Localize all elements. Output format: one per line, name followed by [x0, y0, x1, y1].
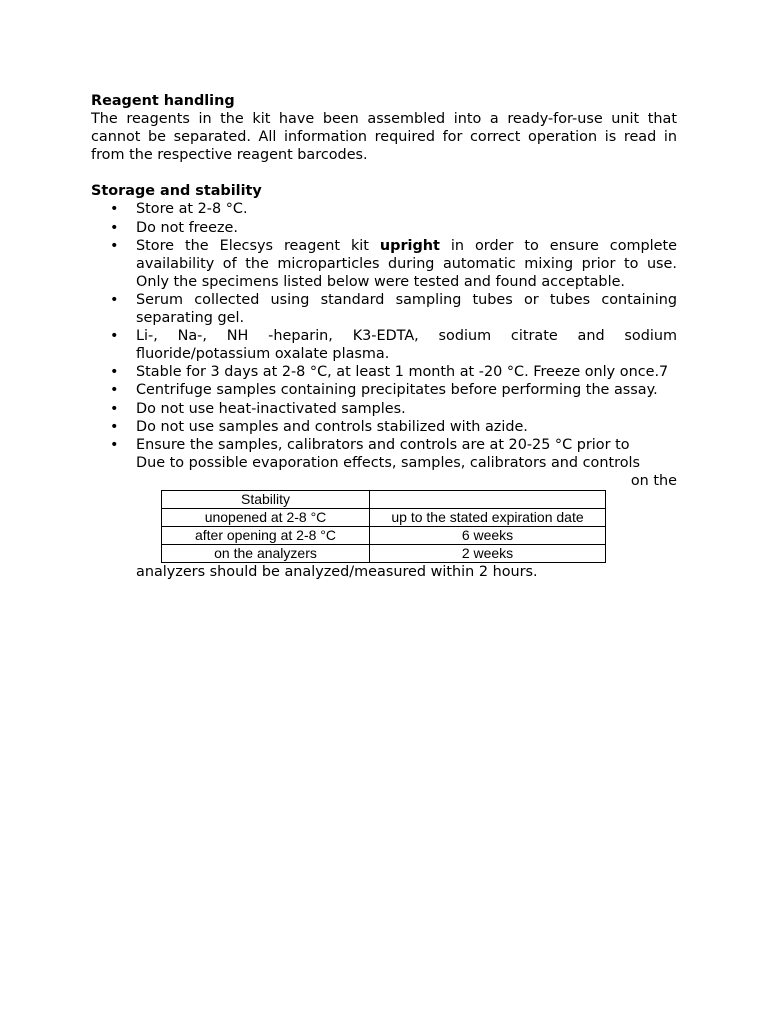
list-item-text: Do not use heat-inactivated samples.	[136, 400, 406, 417]
table-row	[162, 508, 606, 526]
list-item-text: Serum collected using standard sampling tubes or tubes containing separating gel.	[136, 291, 677, 327]
section-gap	[91, 164, 677, 182]
list-item-text: Li-, Na-, NH -heparin, K3-EDTA, sodium citrate and sodium fluoride/potassium oxalate plasma.	[136, 328, 677, 363]
list-item-text: Store at 2-8 °C.	[136, 201, 248, 218]
list-item-text: Stable for 3 days at 2-8 °C, at least 1 month at -20 °C. Freeze only once.7	[136, 364, 669, 381]
table-cell: unopened at 2-8 °C	[162, 508, 370, 526]
list-item	[91, 418, 677, 436]
table-cell: 6 weeks	[370, 526, 606, 544]
reagent-handling-paragraph: The reagents in the kit have been assembled into a ready-for-use unit that cannot be separated. All information required for correct operation is read in from the respective reagent barcodes.	[91, 111, 677, 164]
list-item-line-2: Due to possible evaporation effects, samples, calibrators and controls	[136, 454, 640, 471]
stability-table	[161, 490, 606, 563]
storage-bullet-list	[91, 200, 677, 581]
list-item-text-start: Store the Elecsys reagent kit	[136, 237, 380, 254]
list-item-text: Centrifuge samples containing precipitates before performing the assay.	[136, 382, 658, 399]
list-item	[91, 363, 677, 381]
list-item	[91, 400, 677, 418]
document-content	[91, 92, 677, 581]
list-item	[91, 381, 677, 399]
table-cell: on the analyzers	[162, 544, 370, 562]
table-header-cell	[370, 490, 606, 508]
upright-emphasis: upright	[379, 237, 440, 254]
table-cell: up to the stated expiration date	[370, 508, 606, 526]
list-item	[91, 219, 677, 237]
table-cell: after opening at 2-8 °C	[162, 526, 370, 544]
list-item-after-table: analyzers should be analyzed/measured within 2 hours.	[136, 563, 538, 580]
storage-stability-heading: Storage and stability	[91, 183, 262, 200]
table-cell: 2 weeks	[370, 544, 606, 562]
list-item-line-1: • Ensure the samples, calibrators and controls are at 20-25 °C prior to	[136, 436, 630, 453]
reagent-handling-heading: Reagent handling	[91, 93, 235, 109]
list-item-text-end: in order to ensure complete availability of the microparticles during automatic mixing prior to use. Only the specimens listed below were tested and found acceptable.	[136, 237, 678, 290]
list-item	[91, 291, 677, 327]
table-header-row	[162, 490, 606, 508]
list-item-line-3: on the	[630, 472, 677, 489]
list-item-text: Do not use samples and controls stabilized with azide.	[136, 418, 528, 435]
table-row	[162, 526, 606, 544]
list-item-with-table	[91, 436, 677, 581]
list-item	[91, 327, 677, 363]
table-header-cell: Stability	[162, 490, 370, 508]
list-item	[91, 237, 677, 291]
list-item-text: Do not freeze.	[136, 219, 238, 236]
table-row	[162, 544, 606, 562]
list-item	[91, 200, 677, 218]
